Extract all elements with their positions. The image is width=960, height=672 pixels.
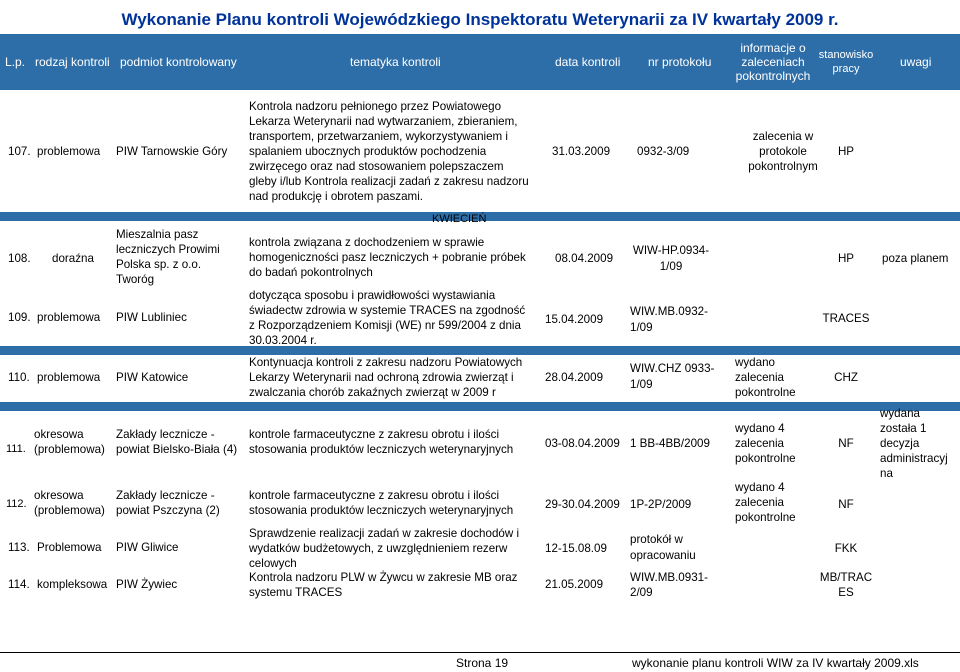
cell-rodzaj: kompleksowa [37,578,108,591]
cell-tematyka-line: Kontrola nadzoru PLW w Żywcu w zakresie MB oraz [249,571,518,584]
col-stanowisko-2: pracy [832,63,860,75]
cell-stanowisko: HP [837,145,855,158]
col-data: data kontroli [555,55,621,69]
cell-data: 21.05.2009 [545,578,604,591]
cell-nr-line: 1/09 [659,260,683,273]
cell-podmiot: PIW Żywiec [116,578,178,591]
cell-podmiot-line: Polska sp. z o.o. [116,258,202,271]
cell-info-line: wydano [735,356,775,369]
col-nr: nr protokołu [648,55,712,69]
cell-uwagi-line: została 1 [880,422,927,435]
cell-stanowisko: NF [838,437,854,450]
cell-podmiot: PIW Tarnowskie Góry [116,145,228,158]
cell-tematyka-line: Kontrola nadzoru pełnionego przez Powiatowego [249,100,502,113]
cell-podmiot-line: Tworóg [116,273,155,286]
cell-nr-line: 1/09 [630,378,653,391]
cell-tematyka-line: gleby i/lub Kontrola realizacji zadań z zakresu nadzoru [249,175,529,188]
footer-page: Strona 19 [456,656,509,670]
cell-uwagi: poza planem [882,252,949,265]
cell-stanowisko: CHZ [834,371,858,384]
cell-info-line: protokół w [630,533,683,546]
cell-tematyka-line: wydatków budżetowych, z uwzględnieniem rezerw [249,542,508,555]
cell-tematyka-line: do badań pokontrolnych [249,266,373,279]
cell-podmiot: PIW Lubliniec [116,311,187,324]
cell-info-line: zalecenia [735,371,784,384]
cell-uwagi-line: wydana [880,407,920,420]
cell-stanowisko-line: MB/TRAC [819,571,873,584]
cell-tematyka-line: Kontynuacja kontroli z zakresu nadzoru Powiatowych [249,356,523,369]
col-info-3: pokontrolnych [735,69,811,83]
cell-info-line: zalecenia w [752,130,814,143]
cell-nr-line: 2/09 [630,586,653,599]
cell-stanowisko: NF [838,498,854,511]
cell-tematyka-line: zwalczania chorób zakaźnych zwierząt w 2009 r [249,386,496,399]
cell-rodzaj-line: okresowa [34,489,84,502]
row-separator [0,402,960,411]
page-title: Wykonanie Planu kontroli Wojewódzkiego Inspektoratu Weterynarii za IV kwartały 2009 r. [121,10,839,29]
cell-data: 08.04.2009 [555,252,614,265]
footer-file: wykonanie planu kontroli WIW za IV kwartały 2009.xls [632,656,919,670]
cell-podmiot-line: Mieszalnia pasz [116,228,199,241]
cell-tematyka-line: dotycząca sposobu i prawidłowości wystawiania [249,289,496,302]
cell-stanowisko: TRACES [822,312,870,325]
col-rodzaj: rodzaj kontroli [35,55,110,69]
cell-tematyka-line: stosowania produktów leczniczych weterynaryjnych [249,443,514,456]
cell-info-line: pokontrolne [735,452,796,465]
col-lp: L.p. [5,55,26,69]
cell-data: 12-15.08.09 [545,542,607,555]
cell-data: 28.04.2009 [545,371,604,384]
cell-stanowisko-line: ES [838,586,854,599]
cell-lp: 109. [8,311,31,324]
cell-podmiot-line: leczniczych Prowimi [116,243,220,256]
cell-data: 03-08.04.2009 [545,437,620,450]
cell-uwagi-line: administracyj [880,452,948,465]
cell-data: 15.04.2009 [545,313,604,326]
cell-info-line: pokontrolne [735,386,796,399]
cell-rodzaj: doraźna [52,252,94,265]
cell-lp: 107. [8,145,31,158]
cell-nr-line: WIW.MB.0931- [630,571,708,584]
cell-info-line: zalecenia [735,437,784,450]
col-info-2: zaleceniach [741,55,805,69]
cell-nr-line: WIW.CHZ 0933- [630,362,715,375]
cell-rodzaj-line: (problemowa) [34,443,105,456]
cell-tematyka-line: kontrole farmaceutyczne z zakresu obrotu i ilości [249,428,500,441]
col-podmiot: podmiot kontrolowany [120,55,237,69]
cell-rodzaj: Problemowa [37,541,102,554]
cell-tematyka-line: zwirzęcego oraz nad stosowaniem polepszaczem [249,160,504,173]
cell-info-line: zalecenia [735,496,784,509]
footer-divider [0,652,960,653]
cell-rodzaj: problemowa [37,311,101,324]
cell-rodzaj: problemowa [37,145,101,158]
cell-tematyka-line: spalaniem ubocznych produktów pochodzenia [249,145,487,158]
cell-rodzaj: problemowa [37,371,101,384]
cell-nr: 1 BB-4BB/2009 [630,437,710,450]
cell-uwagi-line: decyzja [880,437,920,450]
cell-lp: 110. [8,371,30,384]
cell-nr-line: 1/09 [630,321,653,334]
cell-podmiot-line: powiat Bielsko-Biała (4) [116,443,238,456]
cell-nr: 0932-3/09 [637,145,690,158]
cell-rodzaj-line: okresowa [34,428,84,441]
cell-tematyka-line: systemu TRACES [249,586,343,599]
cell-nr-line: WIW.MB.0932- [630,305,708,318]
cell-lp: 114. [8,578,30,591]
cell-tematyka-line: kontrole farmaceutyczne z zakresu obrotu i ilości [249,489,500,502]
cell-rodzaj-line: (problemowa) [34,504,105,517]
cell-tematyka-line: Lekarza Weterynarii nad wytwarzaniem, zbieraniem, [249,115,518,128]
cell-tematyka-line: Lekarzy Weterynarii nad ochroną zdrowia zwierząt i [249,371,514,384]
cell-tematyka-line: Sprawdzenie realizacji zadań w zakresie dochodów i [249,527,520,540]
cell-podmiot-line: Zakłady lecznicze - [116,489,215,502]
cell-podmiot-line: powiat Pszczyna (2) [116,504,220,517]
cell-stanowisko: FKK [834,542,858,555]
cell-tematyka-line: świadectw zdrowia w systemie TRACES na zgodność [249,304,526,317]
cell-tematyka-line: transportem, przetwarzaniem, wykorzystywaniem i [249,130,509,143]
table-header [0,34,960,90]
cell-info-line: wydano 4 [735,481,785,494]
cell-tematyka-line: homogeniczności pasz leczniczych + pobranie próbek [249,251,526,264]
cell-uwagi-line: na [880,467,893,480]
cell-info-line: opracowaniu [630,549,696,562]
col-tematyka: tematyka kontroli [350,55,441,69]
cell-podmiot: PIW Katowice [116,371,189,384]
month-label: KWIECIEŃ [432,213,487,225]
cell-podmiot: PIW Gliwice [116,541,179,554]
col-stanowisko-1: stanowisko [818,49,874,61]
cell-stanowisko: HP [837,252,855,265]
cell-lp: 113. [8,541,30,554]
cell-tematyka-line: 30.03.2004 r. [249,334,317,347]
cell-info-line: pokontrolnym [748,160,818,173]
cell-data: 29-30.04.2009 [545,498,620,511]
cell-info-line: wydano 4 [735,422,785,435]
cell-nr: 1P-2P/2009 [630,498,692,511]
col-info-1: informacje o [740,41,806,55]
cell-info-line: protokole [759,145,807,158]
cell-tematyka-line: kontrola związana z dochodzeniem w sprawie [249,236,485,249]
col-uwagi: uwagi [900,55,932,69]
cell-nr-line: WIW-HP.0934- [632,244,710,257]
cell-tematyka-line: celowych [249,557,297,570]
cell-tematyka-line: nad produkcję i obrotem paszami. [249,190,423,203]
row-separator [0,346,960,355]
cell-info-line: pokontrolne [735,511,796,524]
cell-data: 31.03.2009 [552,145,611,158]
cell-tematyka-line: z Rozporządzeniem Komisji (WE) nr 599/2004 z dnia [249,319,521,332]
cell-lp: 111. [6,443,26,455]
cell-podmiot-line: Zakłady lecznicze - [116,428,215,441]
cell-lp: 112. [6,498,27,510]
cell-tematyka-line: stosowania produktów leczniczych weterynaryjnych [249,504,514,517]
cell-lp: 108. [8,252,31,265]
